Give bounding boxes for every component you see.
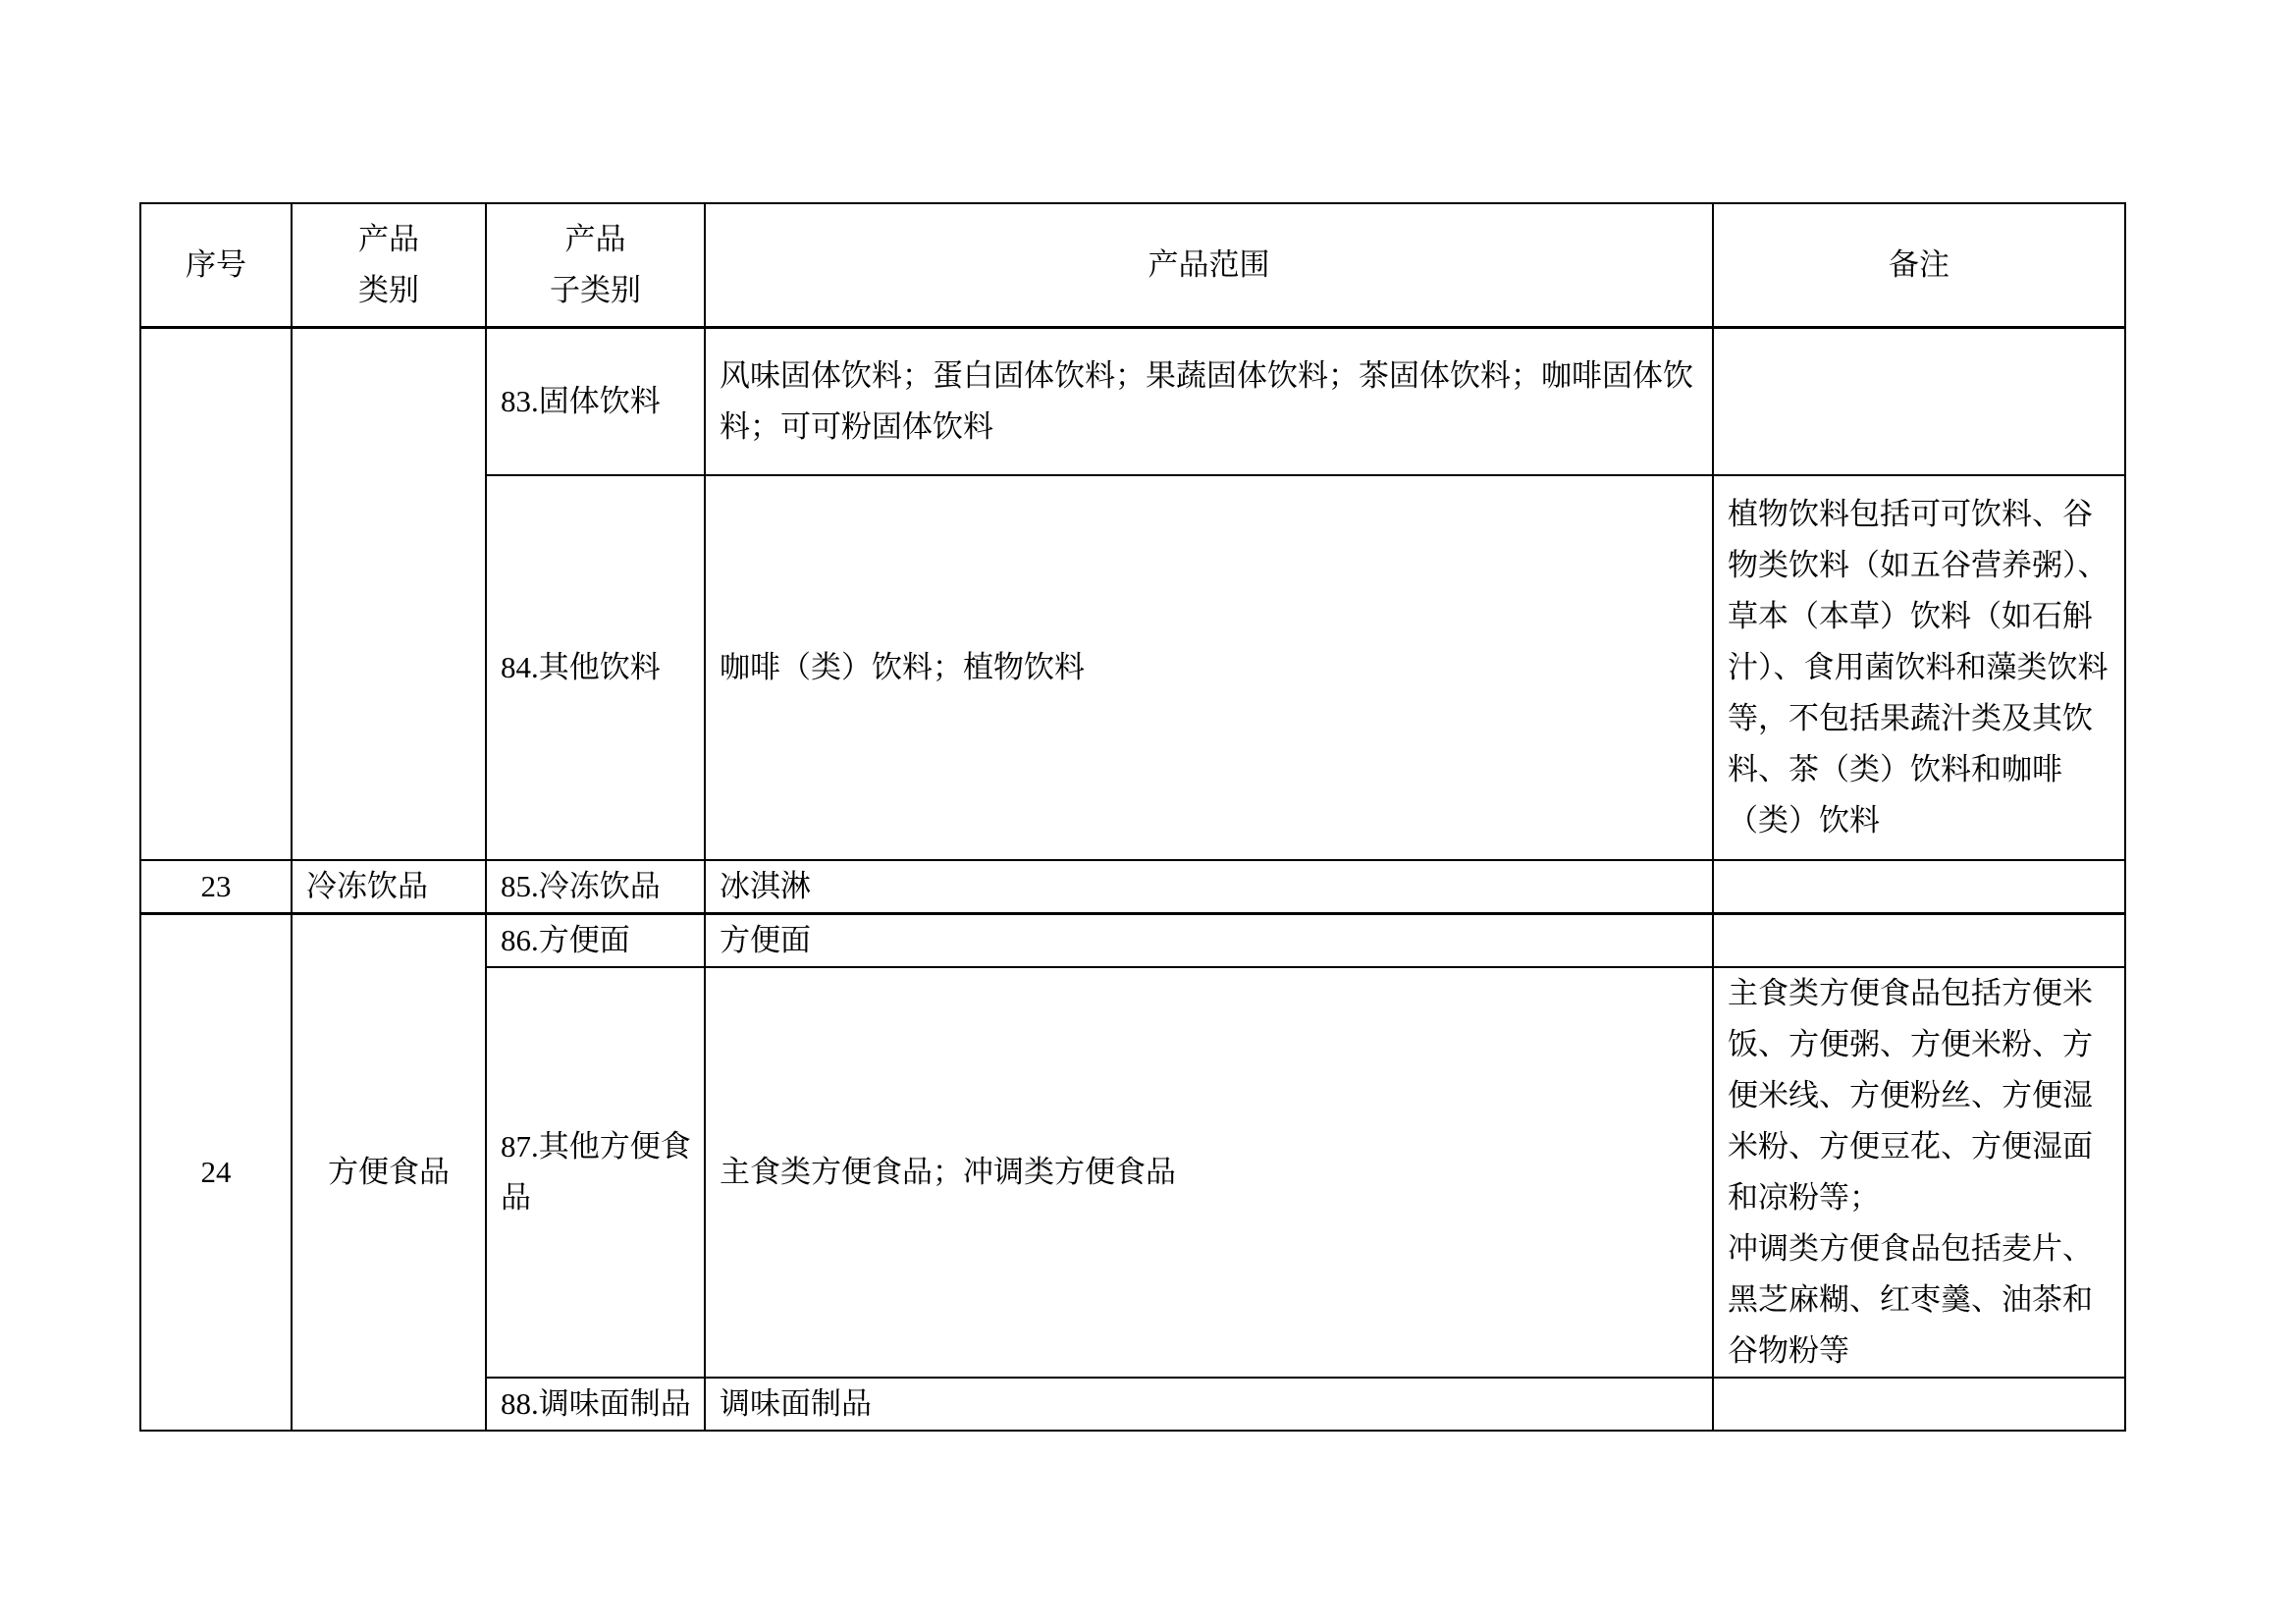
seq-cell: 24	[140, 914, 292, 1432]
header-scope: 产品范围	[705, 203, 1713, 327]
header-category: 产品 类别	[292, 203, 486, 327]
scope-cell: 方便面	[705, 914, 1713, 968]
seq-cell	[140, 327, 292, 860]
scope-cell: 冰淇淋	[705, 860, 1713, 914]
notes-cell: 植物饮料包括可可饮料、谷物类饮料（如五谷营养粥）、草本（本草）饮料（如石斛汁）、食用菌饮料和藻类饮料等，不包括果蔬汁类及其饮料、茶（类）饮料和咖啡（类）饮料	[1713, 475, 2125, 860]
subcategory-cell: 85.冷冻饮品	[486, 860, 705, 914]
table-header-row	[140, 203, 2125, 327]
subcategory-cell: 88.调味面制品	[486, 1378, 705, 1431]
scope-cell: 风味固体饮料；蛋白固体饮料；果蔬固体饮料；茶固体饮料；咖啡固体饮料；可可粉固体饮料	[705, 327, 1713, 475]
header-seq: 序号	[140, 203, 292, 327]
notes-cell	[1713, 1378, 2125, 1431]
notes-cell	[1713, 860, 2125, 914]
table-row	[140, 327, 2125, 475]
subcategory-cell: 87.其他方便食品	[486, 967, 705, 1378]
product-catalog-table	[139, 202, 2126, 1432]
notes-paragraph: 冲调类方便食品包括麦片、黑芝麻糊、红枣羹、油茶和谷物粉等	[1728, 1231, 2093, 1369]
scope-cell: 咖啡（类）饮料；植物饮料	[705, 475, 1713, 860]
table-row	[140, 860, 2125, 914]
subcategory-cell: 83.固体饮料	[486, 327, 705, 475]
notes-cell	[1713, 914, 2125, 968]
scope-cell: 调味面制品	[705, 1378, 1713, 1431]
header-notes: 备注	[1713, 203, 2125, 327]
header-subcategory: 产品 子类别	[486, 203, 705, 327]
notes-paragraph: 主食类方便食品包括方便米饭、方便粥、方便米粉、方便米线、方便粉丝、方便湿米粉、方便豆花、方便湿面和凉粉等；	[1728, 976, 2093, 1216]
notes-cell	[1713, 967, 2125, 1378]
notes-cell	[1713, 327, 2125, 475]
seq-cell: 23	[140, 860, 292, 914]
subcategory-cell: 84.其他饮料	[486, 475, 705, 860]
category-cell	[292, 327, 486, 860]
scope-cell: 主食类方便食品；冲调类方便食品	[705, 967, 1713, 1378]
category-cell: 方便食品	[292, 914, 486, 1432]
table-row	[140, 914, 2125, 968]
category-cell: 冷冻饮品	[292, 860, 486, 914]
subcategory-cell: 86.方便面	[486, 914, 705, 968]
